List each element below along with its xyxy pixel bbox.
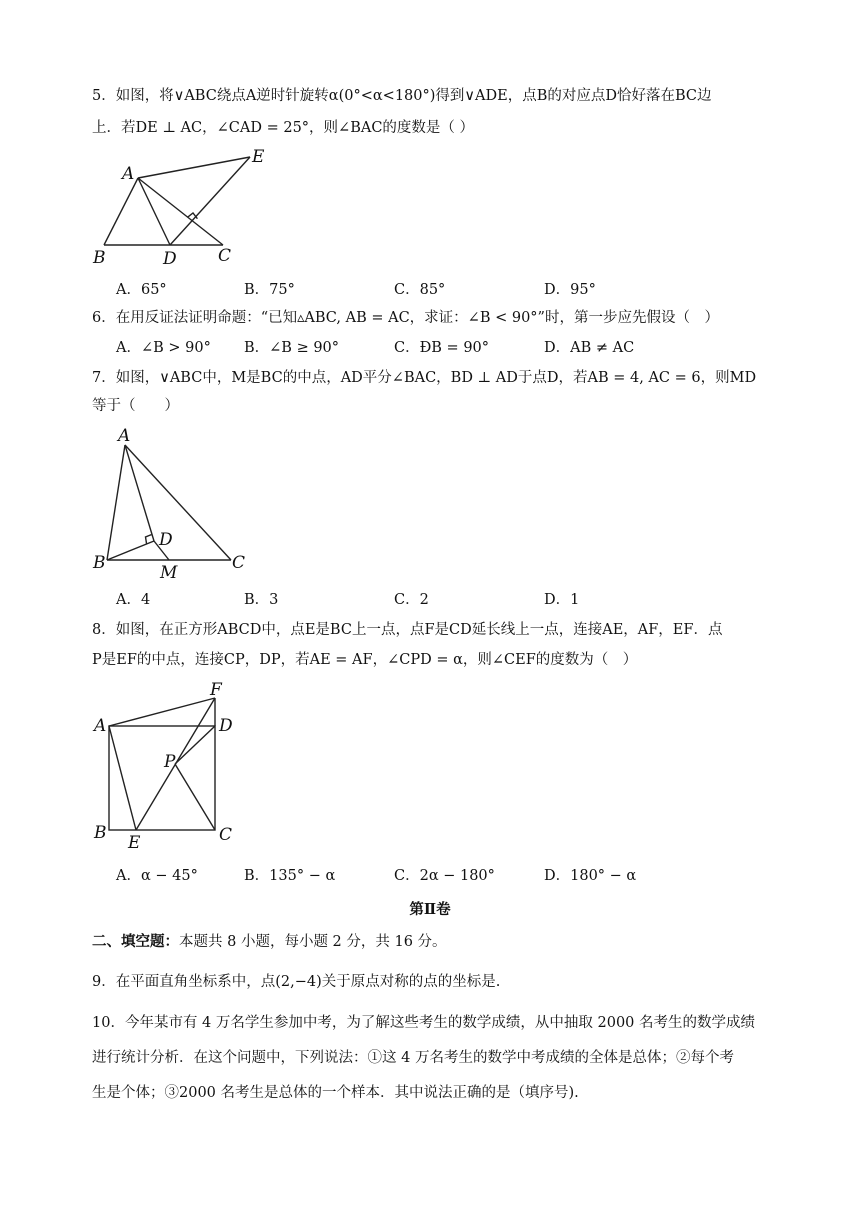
q5-label-d: D: [163, 249, 177, 269]
q5-label-a: A: [122, 164, 135, 184]
q8-label-p: P: [164, 752, 176, 772]
q8-option-b[interactable]: B．135° − α: [244, 868, 336, 884]
q7-label-c: C: [232, 553, 246, 573]
q9-text-line1: 9．在平面直角坐标系中，点(2,−4)关于原点对称的点的坐标是.: [92, 974, 501, 990]
q7-option-a[interactable]: A．4: [116, 592, 151, 608]
q7-label-a: A: [118, 426, 131, 446]
q5-figure: [90, 140, 290, 270]
q7-text-line1: 7．如图，∨ABC中，M是BC的中点，AD平分∠BAC，BD ⊥ AD于点D，若AB = 4, AC = 6，则MD: [92, 370, 757, 386]
q8-option-a[interactable]: A．α − 45°: [116, 868, 198, 884]
q7-label-d: D: [159, 530, 173, 550]
section-heading: [92, 932, 447, 952]
q8-text-line2: P是EF的中点，连接CP，DP，若AE = AF，∠CPD = α，则∠CEF的度数为（ ）: [92, 652, 638, 668]
q10-text-line3: 生是个体；③2000 名考生是总体的一个样本．其中说法正确的是（填序号).: [92, 1085, 579, 1101]
q8-label-e: E: [128, 833, 141, 853]
q8-option-d[interactable]: D．180° − α: [544, 868, 637, 884]
q7-text-line2: 等于（ ）: [92, 398, 179, 414]
section-heading-desc: 本题共 8 小题，每小题 2 分，共 16 分。: [179, 934, 447, 950]
q6-option-b[interactable]: B．∠B ≥ 90°: [244, 340, 340, 356]
section-heading-label: 二、填空题：: [92, 933, 179, 950]
q5-text-line1: 5．如图，将∨ABC绕点A逆时针旋转α(0°<α<180°)得到∨ADE，点B的对应点D恰好落在BC边: [92, 88, 712, 104]
q5-label-e: E: [252, 147, 265, 167]
q8-label-b: B: [94, 823, 107, 843]
q8-label-f: F: [210, 680, 222, 700]
q5-text-line2: 上．若DE ⊥ AC，∠CAD = 25°，则∠BAC的度数是（ ）: [92, 120, 475, 136]
q6-option-c[interactable]: C．ÐB = 90°: [394, 340, 490, 356]
q8-label-c: C: [219, 825, 233, 845]
q7-label-m: M: [160, 563, 178, 583]
q5-option-b[interactable]: B．75°: [244, 282, 295, 298]
q10-text-line1: 10．今年某市有 4 万名学生参加中考，为了解这些考生的数学成绩，从中抽取 2000 名考生的数学成绩: [92, 1015, 756, 1031]
q5-label-b: B: [93, 248, 106, 268]
q6-option-d[interactable]: D．AB ≠ AC: [544, 340, 635, 356]
q7-option-d[interactable]: D．1: [544, 592, 580, 608]
q8-label-d: D: [219, 716, 233, 736]
q8-figure: [90, 678, 260, 858]
q8-option-c[interactable]: C．2α − 180°: [394, 868, 495, 884]
q5-option-d[interactable]: D．95°: [544, 282, 596, 298]
q8-text-line1: 8．如图，在正方形ABCD中，点E是BC上一点，点F是CD延长线上一点，连接AE，AF，EF．点: [92, 622, 723, 638]
q7-label-b: B: [93, 553, 106, 573]
q6-text-line1: 6．在用反证法证明命题：“已知▵ABC, AB = AC，求证：∠B < 90°”时，第一步应先假设（ ）: [92, 310, 719, 326]
q7-option-c[interactable]: C．2: [394, 592, 429, 608]
q10-text-line2: 进行统计分析．在这个问题中，下列说法：①这 4 万名考生的数学中考成绩的全体是总体；②每个考: [92, 1050, 734, 1066]
q5-option-a[interactable]: A．65°: [116, 282, 167, 298]
part2-title: 第Ⅱ卷: [409, 901, 451, 918]
q5-option-c[interactable]: C．85°: [394, 282, 446, 298]
q7-option-b[interactable]: B．3: [244, 592, 279, 608]
q6-option-a[interactable]: A．∠B > 90°: [116, 340, 211, 356]
q8-label-a: A: [94, 716, 107, 736]
q7-figure: [90, 420, 260, 585]
q5-label-c: C: [218, 246, 232, 266]
